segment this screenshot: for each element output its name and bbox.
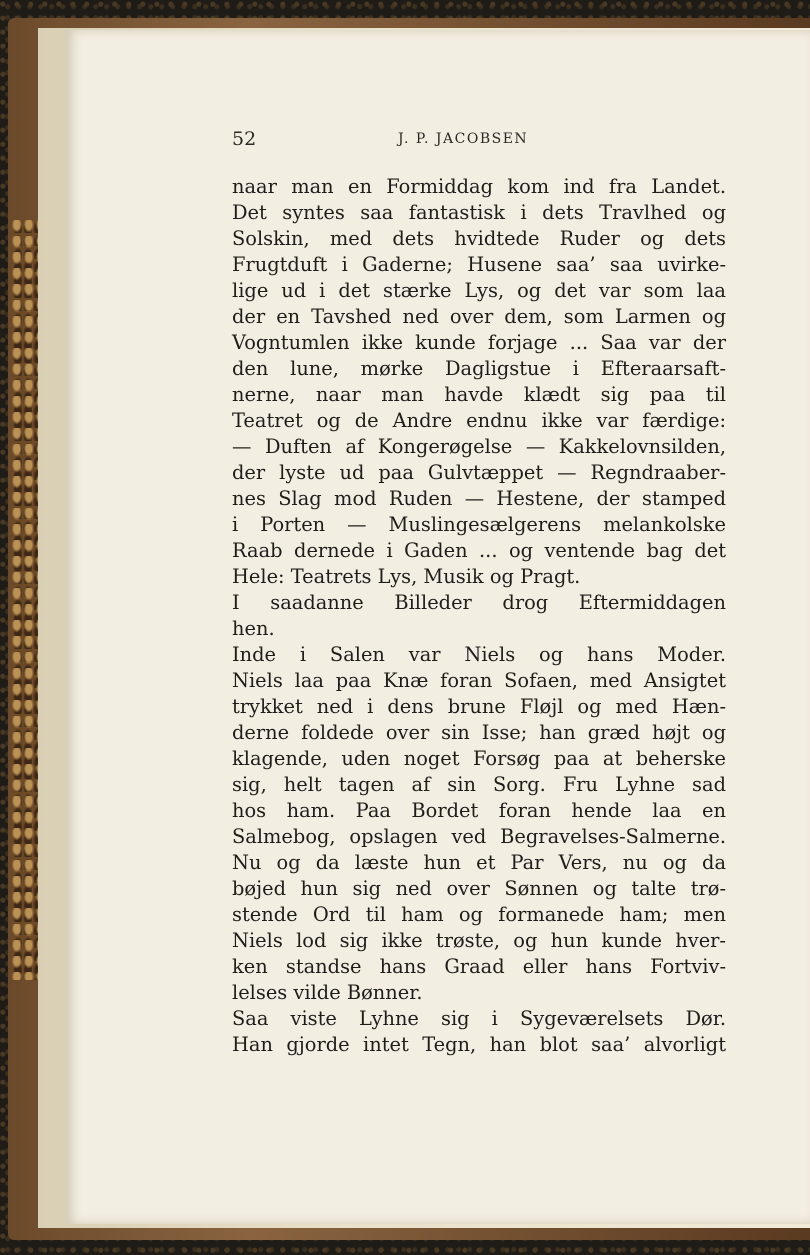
text-line: Han gjorde intet Tegn, han blot saa’ alvorligt [232,1033,726,1056]
text-line: Solskin, med dets hvidtede Ruder og dets [232,227,726,250]
text-line: stende Ord til ham og formanede ham; men [232,903,726,926]
text-line: der lyste ud paa Gulvtæppet — Regndraaber- [232,461,726,484]
text-line: i Porten — Muslingesælgerens melankolske [232,513,726,536]
text-line: trykket ned i dens brune Fløjl og med Hæn- [232,695,726,718]
text-line: Niels laa paa Knæ foran Sofaen, med Ansigtet [232,669,726,692]
text-line: Det syntes saa fantastisk i dets Travlhed og [232,201,726,224]
body-text [232,174,726,1058]
text-line: den lune, mørke Dagligstue i Efteraarsaft- [232,357,726,380]
text-line: nerne, naar man havde klædt sig paa til [232,383,726,406]
text-line: Inde i Salen var Niels og hans Moder. [232,643,726,666]
text-line: ken standse hans Graad eller hans Fortviv- [232,955,726,978]
text-line: Salmebog, opslagen ved Begravelses-Salmerne. [232,825,726,848]
text-line: — Duften af Kongerøgelse — Kakkelovnsilden, [232,435,726,458]
text-line: naar man en Formiddag kom ind fra Landet. [232,175,726,198]
text-line: hos ham. Paa Bordet foran hende laa en [232,799,726,822]
text-line: Saa viste Lyhne sig i Sygeværelsets Dør. [232,1007,726,1030]
text-line: I saadanne Billeder drog Eftermiddagen [232,591,726,614]
text-line: klagende, uden noget Forsøg paa at beherske [232,747,726,770]
text-line: Niels lod sig ikke trøste, og hun kunde hver- [232,929,726,952]
text-line: lelses vilde Bønner. [232,981,423,1004]
text-line: derne foldede over sin Isse; han græd højt og [232,721,726,744]
text-line: nes Slag mod Ruden — Hestene, der stamped [232,487,726,510]
text-line: Teatret og de Andre endnu ikke var færdige: [232,409,726,432]
page-number: 52 [232,128,257,150]
text-line: der en Tavshed ned over dem, som Larmen og [232,305,726,328]
text-line: Nu og da læste hun et Par Vers, nu og da [232,851,726,874]
text-line: lige ud i det stærke Lys, og det var som laa [232,279,726,302]
text-line: sig, helt tagen af sin Sorg. Fru Lyhne sad [232,773,726,796]
text-line: hen. [232,617,275,640]
text-line: Frugtduft i Gaderne; Husene saa’ saa uvirke- [232,253,726,276]
page-header [232,128,728,152]
running-head: J. P. JACOBSEN [398,131,529,147]
text-line: Raab dernede i Gaden ... og ventende bag det [232,539,726,562]
text-line: Vogntumlen ikke kunde forjage ... Saa var der [232,331,726,354]
text-line: bøjed hun sig ned over Sønnen og talte trø- [232,877,726,900]
text-line: Hele: Teatrets Lys, Musik og Pragt. [232,565,581,588]
